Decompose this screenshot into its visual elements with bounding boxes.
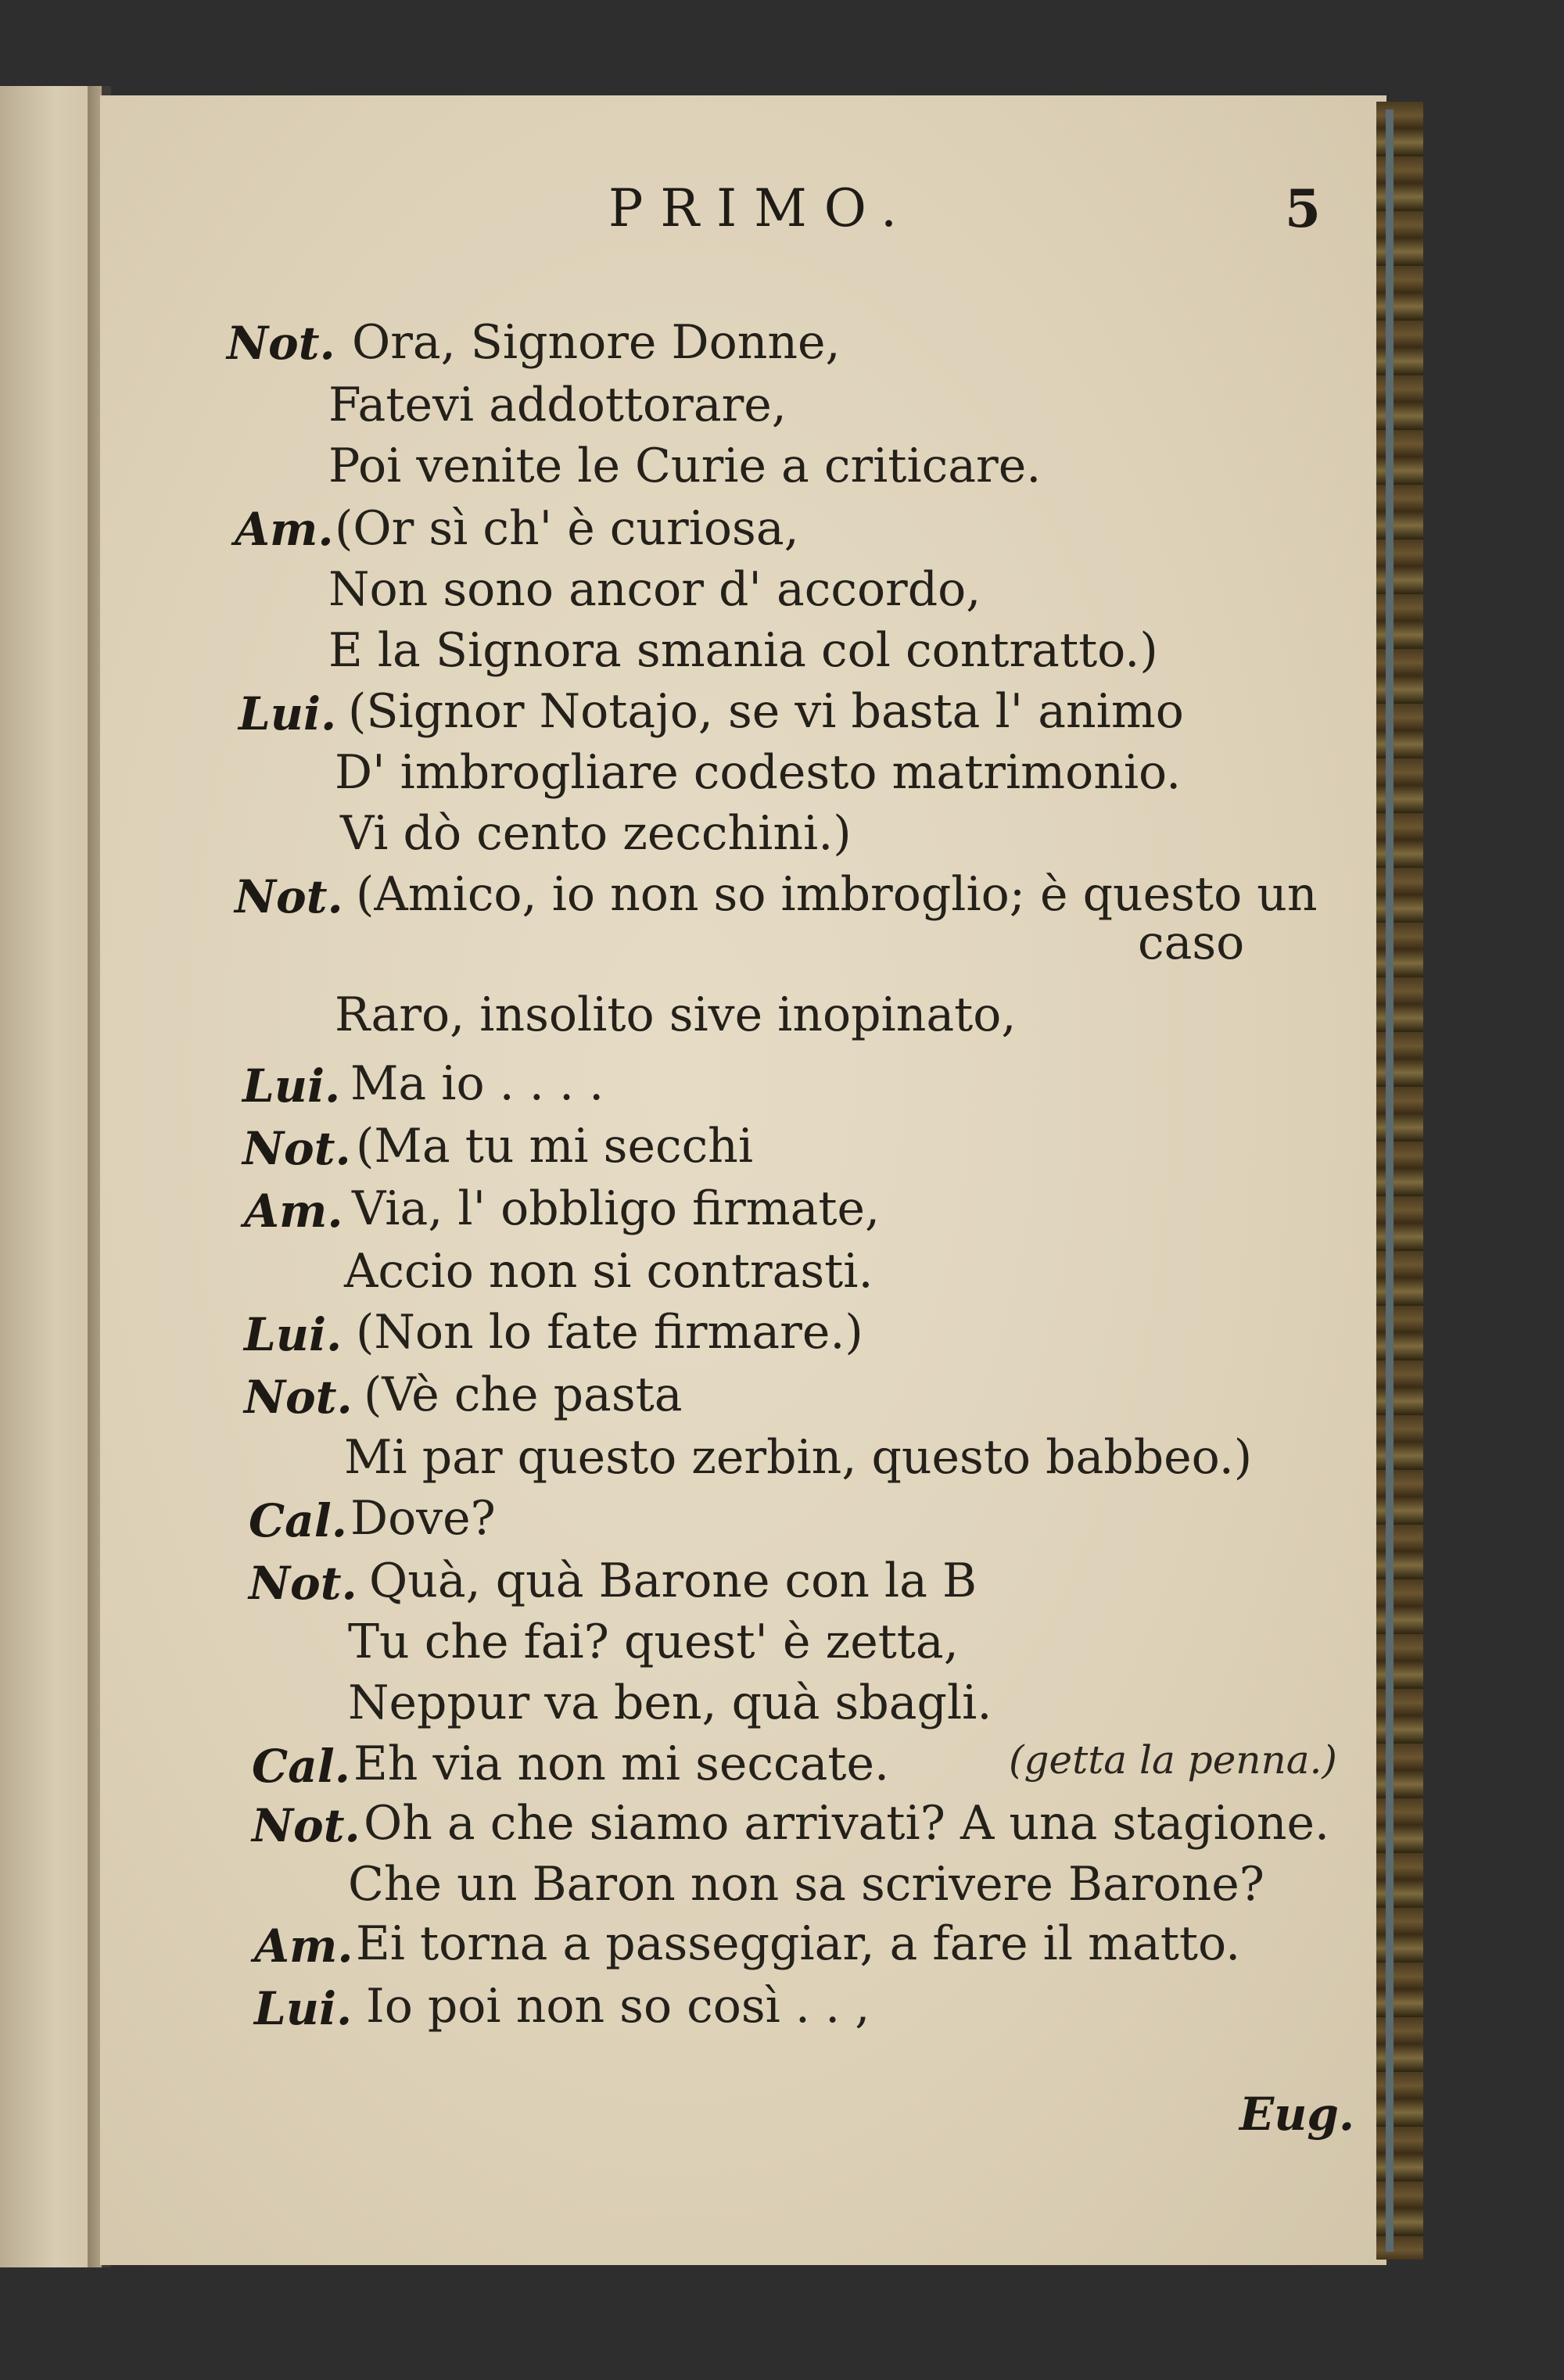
speaker-label: Am. [244,1185,343,1238]
dialogue-line: Oh a che siamo arrivati? A una stagione. [364,1796,1330,1851]
speaker-label: Not. [227,317,335,370]
speaker-label: Lui. [239,687,337,740]
speaker-label: Cal. [252,1740,350,1793]
dialogue-line: Via, l' obbligo firmate, [352,1181,881,1236]
dialogue-line: Ma io . . . . [350,1056,604,1111]
speaker-label: Lui. [242,1059,341,1113]
dialogue-line: (Ma tu mi secchi [356,1119,754,1174]
dialogue-line: Vi dò cento zecchini.) [340,806,852,861]
dialogue-line: (Signor Notajo, se vi basta l' animo [348,684,1184,739]
speaker-label: Not. [244,1371,353,1424]
dialogue-line: Accio non si contrasti. [344,1244,873,1299]
dialogue-line: (Vè che pasta [364,1367,683,1422]
dialogue-line: Io poi non so così . . , [366,1979,870,2034]
dialogue-line: (Non lo fate firmare.) [356,1305,863,1360]
speaker-label: Not. [249,1557,357,1610]
speaker-label: Not. [252,1799,361,1852]
dialogue-line: Dove? [350,1491,496,1546]
dialogue-line: Eh via non mi seccate. [353,1737,890,1791]
dialogue-line: Non sono ancor d' accordo, [328,562,981,617]
page-number: 5 [1285,178,1321,239]
dialogue-line: Tu che fai? quest' è zetta, [348,1615,959,1669]
speaker-label: Lui. [254,1982,353,2035]
dialogue-line: Quà, quà Barone con la B [369,1554,978,1608]
dialogue-line: Poi venite le Curie a criticare. [328,439,1042,493]
dialogue-line: Ora, Signore Donne, [352,315,841,370]
speaker-label: Cal. [249,1494,347,1547]
speaker-label: Am. [235,503,334,556]
dialogue-line: (Or sì ch' è curiosa, [335,501,799,556]
stage-direction: (getta la penna.) [1009,1737,1337,1783]
dialogue-line: D' imbrogliare codesto matrimonio. [335,745,1182,800]
dialogue-line: (Amico, io non so imbroglio; è questo un [356,867,1318,922]
dialogue-line: caso [1138,916,1245,970]
catchword: Eug. [1239,2088,1355,2141]
dialogue-line: Raro, insolito sive inopinato, [335,987,1017,1042]
dialogue-line: Che un Baron non sa scrivere Barone? [348,1857,1264,1912]
dialogue-line: Fatevi addottorare, [328,378,787,432]
speaker-label: Not. [242,1122,351,1175]
dialogue-line: Mi par questo zerbin, questo babbeo.) [344,1430,1253,1485]
speaker-label: Not. [235,870,343,923]
dialogue-line: Neppur va ben, quà sbagli. [348,1676,992,1730]
dialogue-line: E la Signora smania col contratto.) [328,623,1158,678]
speaker-label: Lui. [244,1308,343,1361]
running-title: PRIMO. [608,178,914,238]
speaker-label: Am. [254,1919,353,1973]
dialogue-line: Ei torna a passeggiar, a fare il matto. [356,1916,1241,1971]
